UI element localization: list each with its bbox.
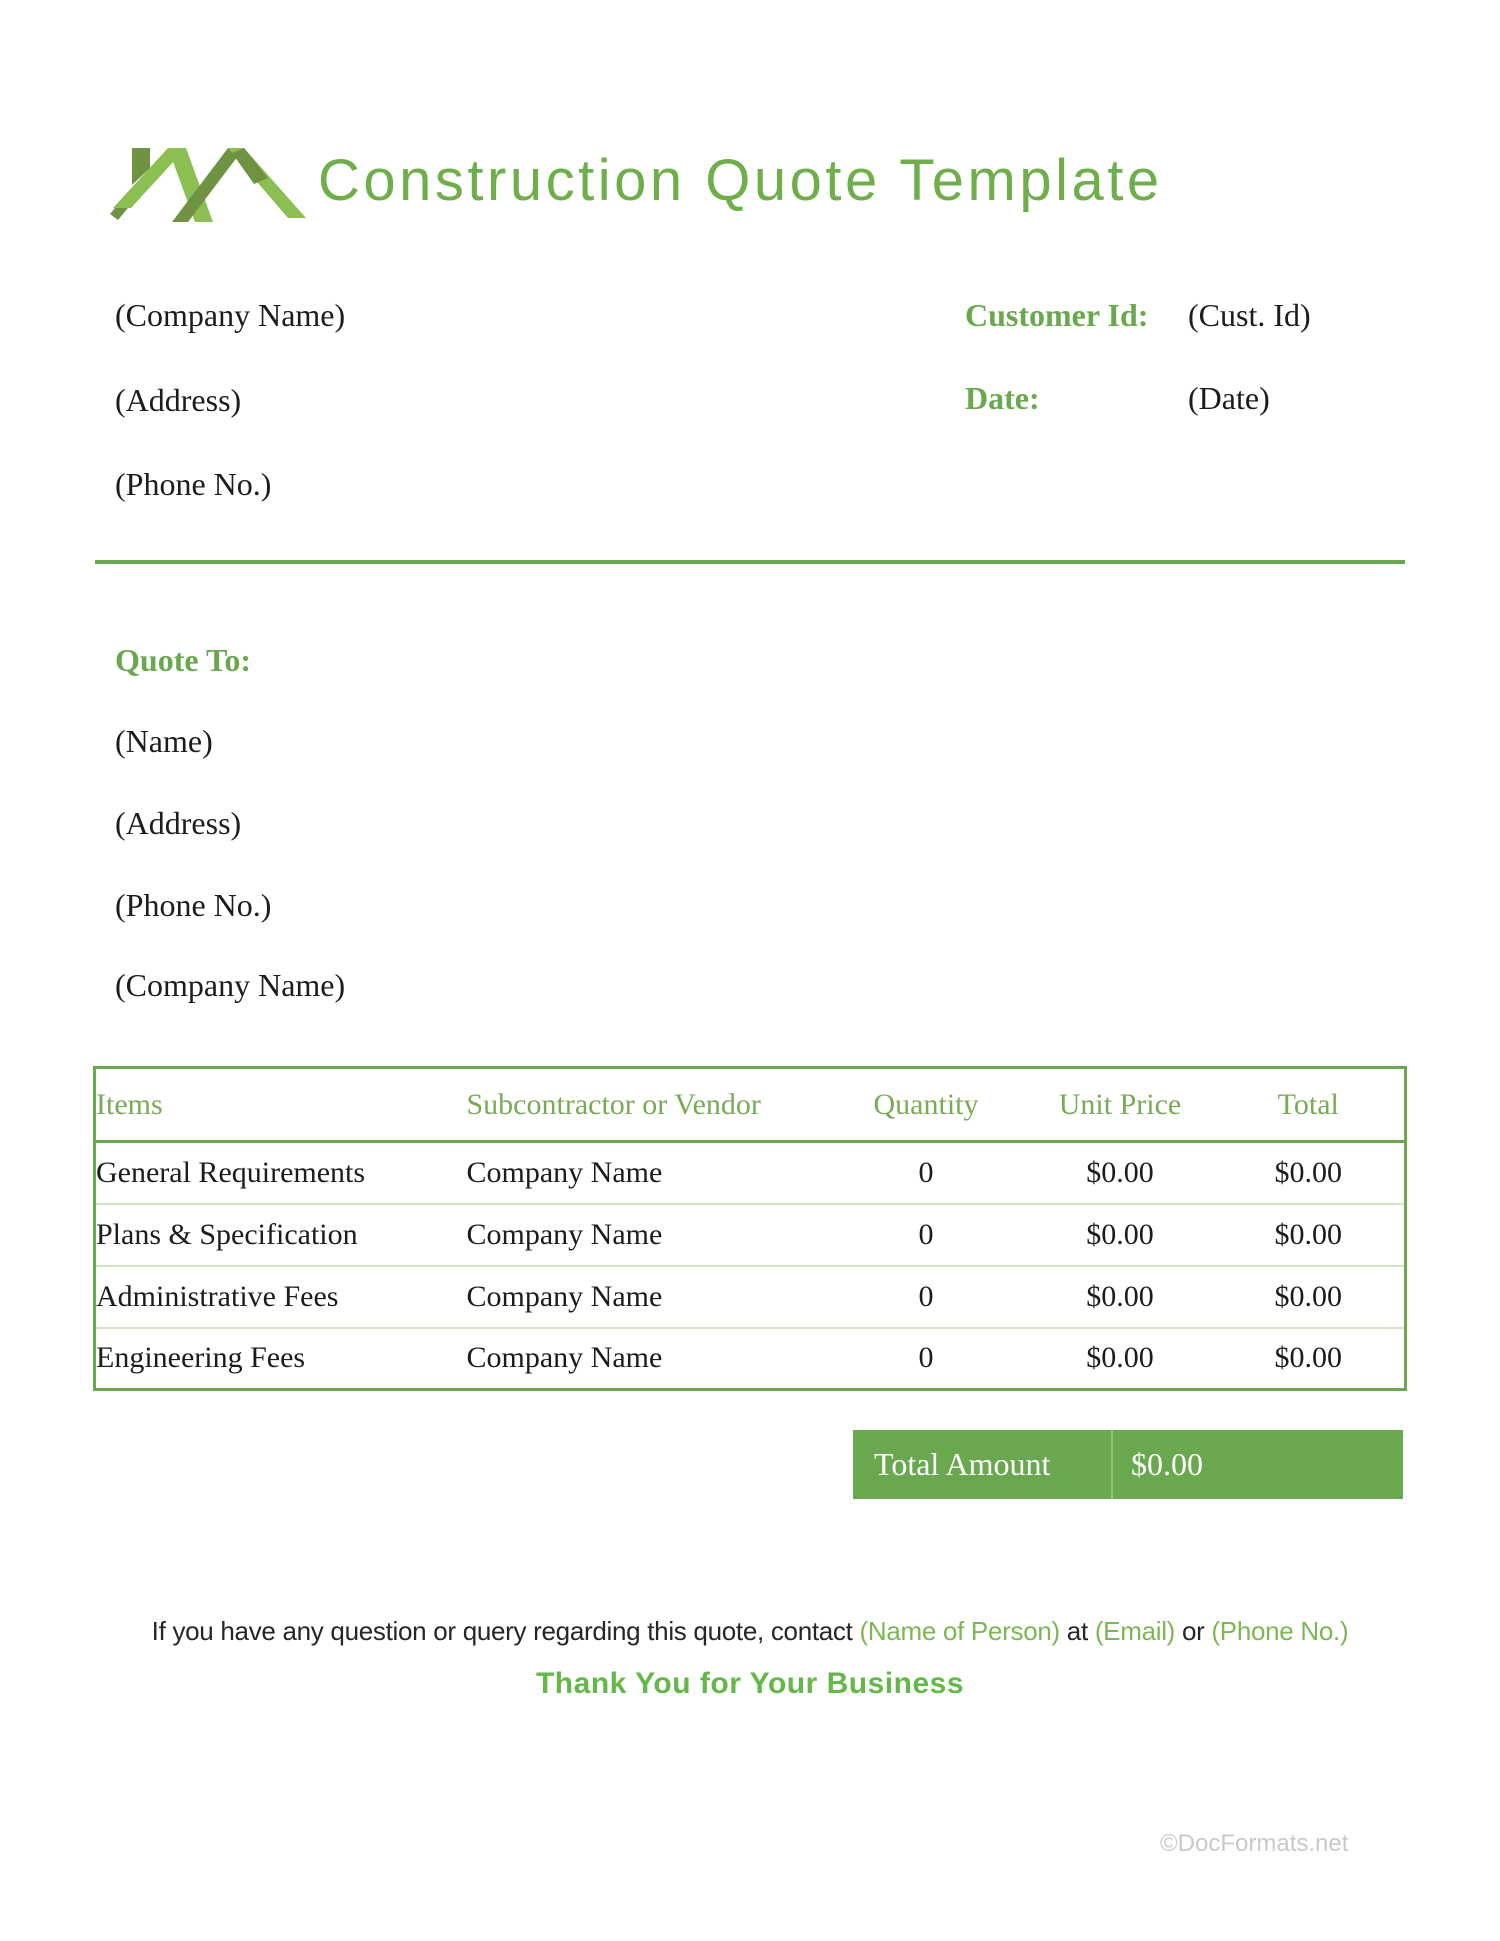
quote-to-address-line: (Address) xyxy=(115,805,242,841)
company-address-line: (Address) xyxy=(115,382,242,418)
cell-vendor: Company Name xyxy=(466,1341,663,1375)
table-row xyxy=(95,1266,1406,1328)
quote-to-company-line: (Company Name) xyxy=(115,967,346,1003)
footer-segment: (Phone No.) xyxy=(1211,1616,1349,1646)
cell-quantity: 0 xyxy=(918,1341,934,1375)
total-amount-bar xyxy=(853,1430,1403,1499)
cell-total: $0.00 xyxy=(1274,1217,1342,1251)
page-title: Construction Quote Template xyxy=(318,148,1163,213)
company-phone-line: (Phone No.) xyxy=(115,466,272,502)
cell-item: Plans & Specification xyxy=(96,1217,358,1251)
cell-quantity: 0 xyxy=(918,1155,934,1189)
items-table xyxy=(93,1066,1407,1391)
cell-quantity: 0 xyxy=(918,1217,934,1251)
cell-vendor: Company Name xyxy=(466,1279,663,1313)
customer-id-label: Customer Id: xyxy=(965,297,1149,333)
construction-roof-logo-icon xyxy=(110,138,322,234)
footer-segment: (Name of Person) xyxy=(859,1616,1060,1646)
company-name-line: (Company Name) xyxy=(115,297,346,333)
date-label: Date: xyxy=(965,380,1040,416)
footer-segment: at xyxy=(1059,1616,1095,1646)
cell-unit-price: $0.00 xyxy=(1086,1341,1154,1375)
customer-id-value: (Cust. Id) xyxy=(1188,297,1311,333)
footer-segment: or xyxy=(1175,1616,1212,1646)
table-header-row xyxy=(95,1068,1406,1142)
footer-segment: If you have any question or query regarding this quote, contact xyxy=(151,1616,860,1646)
header-unit-price: Unit Price xyxy=(1058,1087,1182,1121)
date-value: (Date) xyxy=(1188,380,1270,416)
thank-you-line: Thank You for Your Business xyxy=(535,1667,965,1700)
cell-unit-price: $0.00 xyxy=(1086,1155,1154,1189)
cell-total: $0.00 xyxy=(1274,1155,1342,1189)
site-credit: ©DocFormats.net xyxy=(1160,1830,1349,1857)
total-amount-value: $0.00 xyxy=(1131,1446,1203,1482)
quote-to-name-line: (Name) xyxy=(115,723,213,759)
cell-item: General Requirements xyxy=(96,1155,366,1189)
cell-vendor: Company Name xyxy=(466,1155,663,1189)
cell-item: Engineering Fees xyxy=(96,1341,306,1375)
header-vendor: Subcontractor or Vendor xyxy=(466,1087,761,1121)
cell-total: $0.00 xyxy=(1274,1341,1342,1375)
table-row xyxy=(95,1328,1406,1390)
footer-contact-line xyxy=(0,1616,1500,1647)
table-row xyxy=(95,1204,1406,1266)
footer-segment: (Email) xyxy=(1094,1616,1176,1646)
table-row xyxy=(95,1142,1406,1204)
total-amount-label: Total Amount xyxy=(874,1446,1051,1482)
header-total: Total xyxy=(1277,1087,1339,1121)
quote-to-label: Quote To: xyxy=(115,642,252,678)
cell-total: $0.00 xyxy=(1274,1279,1342,1313)
cell-item: Administrative Fees xyxy=(96,1279,339,1313)
cell-vendor: Company Name xyxy=(466,1217,663,1251)
header-items: Items xyxy=(96,1087,163,1121)
header-quantity: Quantity xyxy=(873,1087,979,1121)
cell-unit-price: $0.00 xyxy=(1086,1279,1154,1313)
cell-unit-price: $0.00 xyxy=(1086,1217,1154,1251)
section-divider xyxy=(95,560,1405,564)
cell-quantity: 0 xyxy=(918,1279,934,1313)
quote-to-phone-line: (Phone No.) xyxy=(115,887,272,923)
